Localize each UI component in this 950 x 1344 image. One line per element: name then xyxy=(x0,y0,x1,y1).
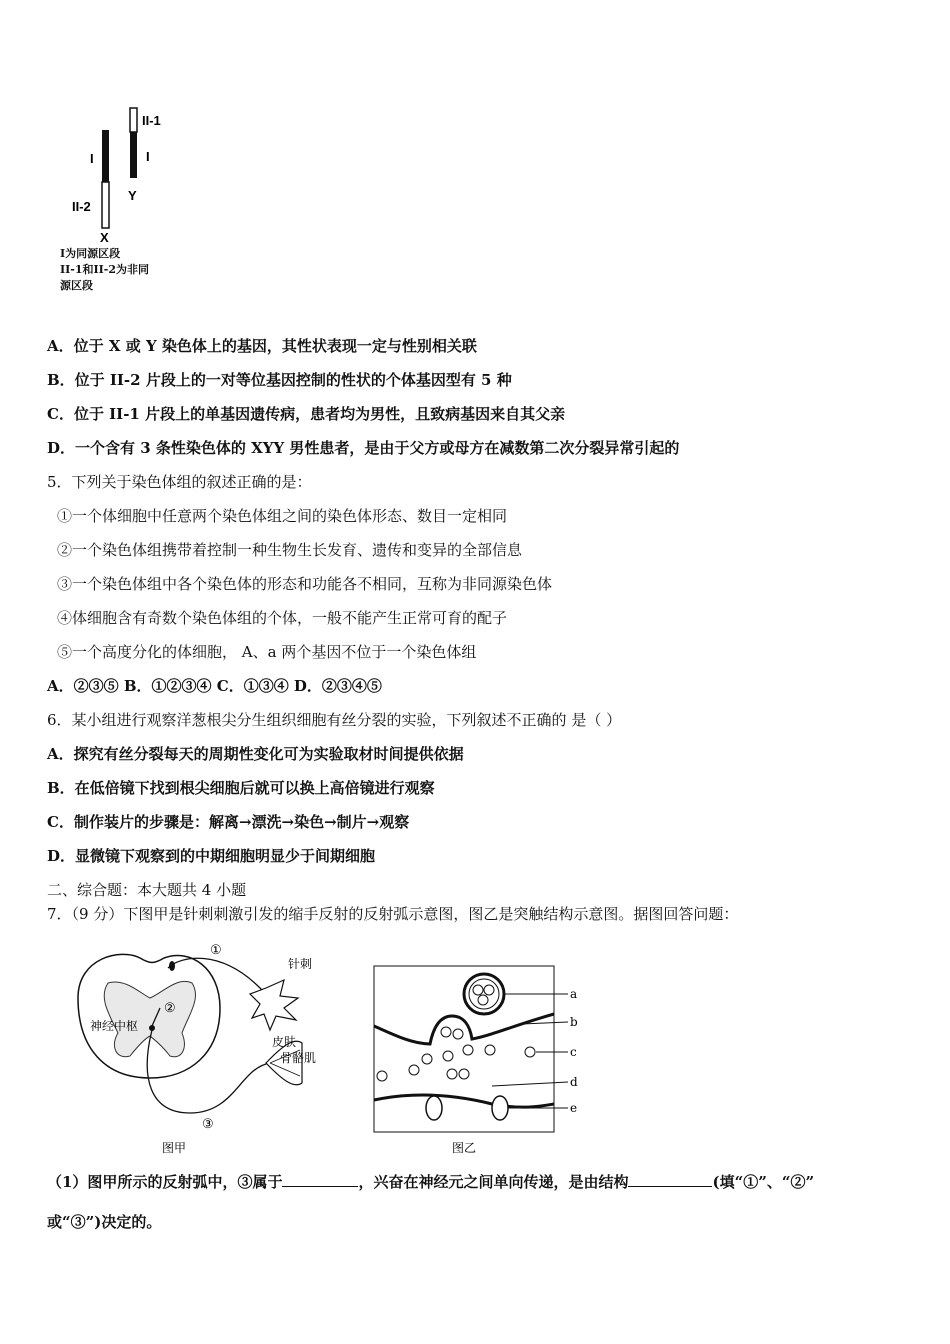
reflex-arc-figure xyxy=(70,938,340,1160)
q7-sub1-line1 xyxy=(47,1172,814,1192)
needle-label: 针刺 xyxy=(288,957,313,971)
label-x: X xyxy=(100,230,109,245)
q6-option-b: B．在低倍镜下找到根尖细胞后就可以换上高倍镜进行观察 xyxy=(47,779,435,797)
xy-caption-2: II-1和II-2为非同 xyxy=(60,263,150,276)
label-ii1: II-1 xyxy=(142,113,161,128)
transmitter-dot xyxy=(463,1045,473,1055)
transmitter-dot xyxy=(409,1065,419,1075)
q4-option-c: C．位于 II-1 片段上的单基因遗传病，患者均为男性，且致病基因来自其父亲 xyxy=(47,405,566,423)
transmitter-dot xyxy=(525,1047,535,1057)
q6-option-a: A．探究有丝分裂每天的周期性变化可为实验取材时间提供依据 xyxy=(47,745,464,763)
transmitter-dot xyxy=(478,995,488,1005)
transmitter-dot xyxy=(484,985,494,995)
q7-sub1-part1: （1）图甲所示的反射弧中，③属于 xyxy=(47,1173,283,1191)
answer-blank-2[interactable] xyxy=(628,1172,712,1187)
transmitter-dot xyxy=(377,1071,387,1081)
label-e: e xyxy=(570,1101,578,1115)
q6-stem: 6．某小组进行观察洋葱根尖分生组织细胞有丝分裂的实验，下列叙述不正确的 是（ ） xyxy=(47,711,622,729)
label-b: b xyxy=(570,1015,578,1029)
q7-sub1-part2: ，兴奋在神经元之间单向传递，是由结构 xyxy=(358,1173,629,1191)
skin-receptor xyxy=(250,980,298,1030)
num-1-label: ① xyxy=(210,943,222,958)
xy-chromosome-figure xyxy=(60,100,190,260)
q5-stem: 5．下列关于染色体组的叙述正确的是： xyxy=(47,473,312,491)
q5-statement-5: ⑤一个高度分化的体细胞， A、a 两个基因不位于一个染色体组 xyxy=(57,643,477,661)
answer-blank-1[interactable] xyxy=(282,1172,358,1187)
num-2-label: ② xyxy=(164,1001,176,1016)
section-2-heading: 二、综合题：本大题共 4 小题 xyxy=(47,881,247,899)
q4-option-b: B．位于 II-2 片段上的一对等位基因控制的性状的个体基因型有 5 种 xyxy=(47,371,512,389)
transmitter-dot xyxy=(447,1069,457,1079)
transmitter-dot xyxy=(443,1051,453,1061)
q6-option-d: D．显微镜下观察到的中期细胞明显少于间期细胞 xyxy=(47,847,376,865)
q5-statement-2: ②一个染色体组携带着控制一种生物生长发育、遗传和变异的全部信息 xyxy=(57,541,523,559)
xy-caption-3: 源区段 xyxy=(60,279,93,292)
y-chromosome-upper xyxy=(130,108,137,132)
label-i-left: I xyxy=(90,151,94,166)
center-label: 神经中枢 xyxy=(90,1019,139,1033)
q4-option-d: D．一个含有 3 条性染色体的 XYY 男性患者，是由于父方或母方在减数第二次分裂异常引起的 xyxy=(47,439,680,457)
transmitter-dot xyxy=(459,1069,469,1079)
transmitter-dot xyxy=(453,1029,463,1039)
ganglion-dot xyxy=(169,961,175,971)
x-chromosome-upper xyxy=(102,130,109,182)
label-y: Y xyxy=(128,188,137,203)
fig-b-caption: 图乙 xyxy=(452,1141,477,1155)
fig-a-caption: 图甲 xyxy=(162,1141,187,1155)
transmitter-dot xyxy=(485,1045,495,1055)
label-i-right: I xyxy=(146,149,150,164)
q5-statement-1: ①一个体细胞中任意两个染色体组之间的染色体形态、数目一定相同 xyxy=(57,507,508,525)
q7-stem: 7．（9 分）下图甲是针刺刺激引发的缩手反射的反射弧示意图，图乙是突触结构示意图。据图回答问题： xyxy=(47,905,739,923)
q5-statement-4: ④体细胞含有奇数个染色体组的个体，一般不能产生正常可育的配子 xyxy=(57,609,508,627)
q5-options: A．②③⑤ B．①②③④ C．①③④ D．②③④⑤ xyxy=(47,677,382,695)
label-d: d xyxy=(570,1075,578,1089)
x-chromosome-lower xyxy=(102,182,109,228)
q6-option-c: C．制作装片的步骤是：解离→漂洗→染色→制片→观察 xyxy=(47,813,410,831)
label-a: a xyxy=(570,987,578,1001)
xy-caption-1: I为同源区段 xyxy=(60,247,121,260)
transmitter-dot xyxy=(473,985,483,995)
y-chromosome-lower xyxy=(130,132,137,178)
receptor-2 xyxy=(492,1096,508,1120)
receptor-1 xyxy=(426,1096,442,1120)
synapse-figure xyxy=(372,964,602,1160)
label-c: c xyxy=(570,1045,577,1059)
transmitter-dot xyxy=(441,1027,451,1037)
label-ii2: II-2 xyxy=(72,199,91,214)
q7-sub1-line2: 或“③”)决定的。 xyxy=(47,1213,162,1231)
num-3-label: ③ xyxy=(202,1117,214,1132)
q4-option-a: A．位于 X 或 Y 染色体上的基因，其性状表现一定与性别相关联 xyxy=(47,337,477,355)
transmitter-dot xyxy=(422,1054,432,1064)
skin-label: 皮肤 xyxy=(272,1035,297,1049)
muscle-label: 骨骼肌 xyxy=(280,1051,317,1065)
q5-statement-3: ③一个染色体组中各个染色体的形态和功能各不相同，互称为非同源染色体 xyxy=(57,575,553,593)
q7-sub1-part3: (填“①”、“②” xyxy=(712,1173,815,1191)
